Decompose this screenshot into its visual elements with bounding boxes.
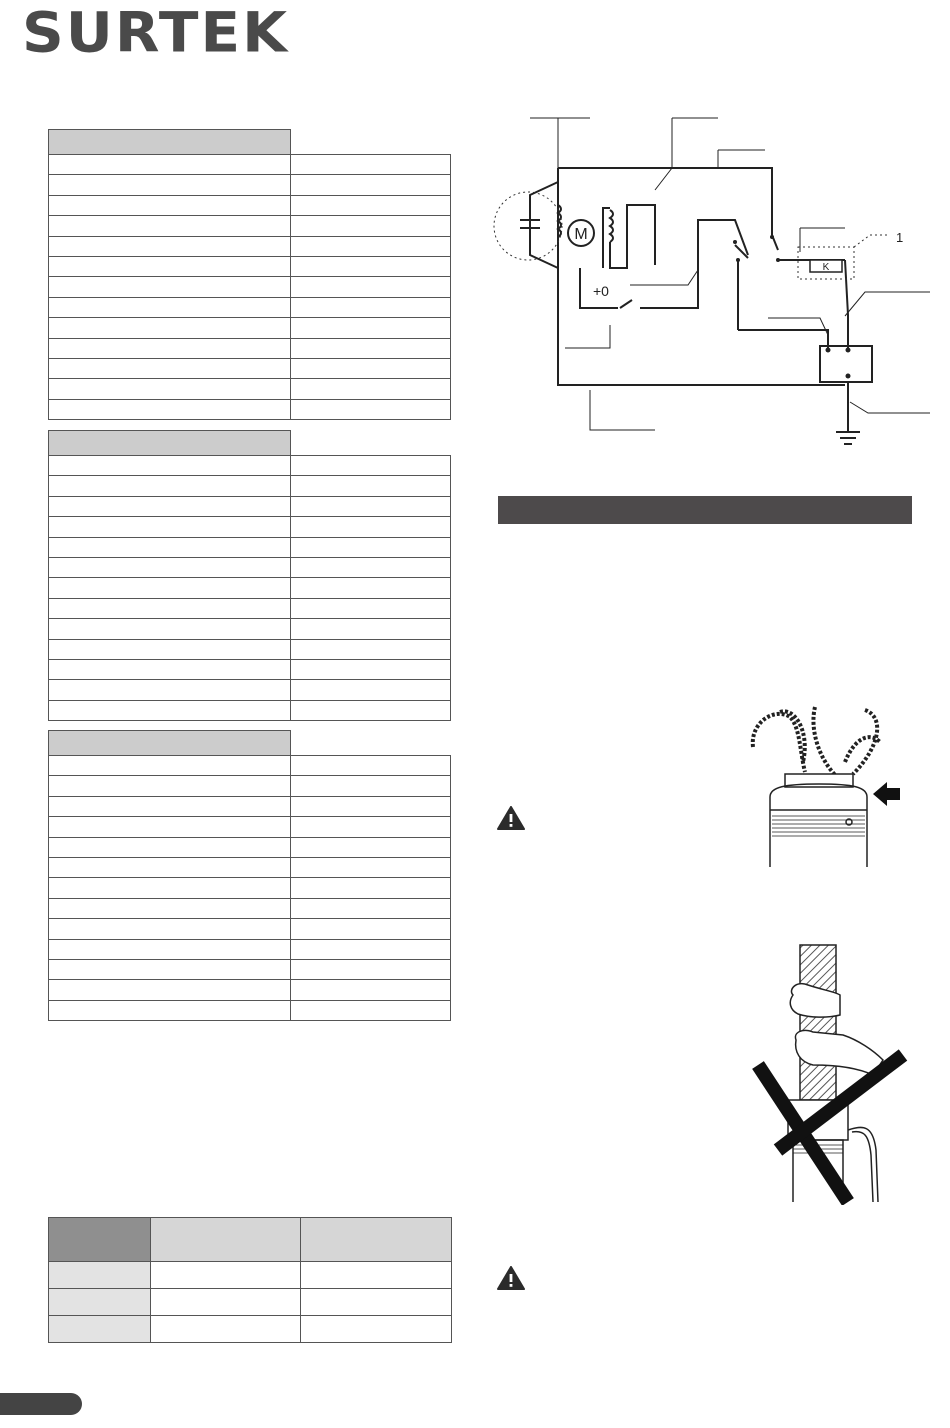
table-row — [49, 358, 451, 378]
table-row — [49, 659, 451, 679]
table-row — [49, 980, 451, 1000]
brand-logo: SURTEK — [22, 0, 290, 65]
table-row — [49, 898, 451, 918]
table-row — [49, 297, 451, 317]
svg-text:K: K — [822, 262, 830, 273]
table-row — [49, 959, 451, 979]
spec-table-2 — [48, 430, 451, 721]
table-row — [49, 496, 451, 516]
table-header-row — [49, 731, 451, 756]
table-row — [49, 578, 451, 598]
table-row — [49, 517, 451, 537]
table-row — [49, 776, 451, 796]
table-row — [49, 1316, 452, 1343]
table-row — [49, 619, 451, 639]
table-row — [49, 939, 451, 959]
table-row — [49, 175, 451, 195]
table-row — [49, 216, 451, 236]
table-row — [49, 318, 451, 338]
table-row — [49, 796, 451, 816]
wiring-diagram — [490, 110, 935, 460]
table-row — [49, 700, 451, 720]
spec-table-3 — [48, 730, 451, 1021]
table-row — [49, 1289, 452, 1316]
pump-rope-illustration — [745, 702, 925, 872]
section-header-bar — [498, 496, 912, 524]
table-row — [49, 277, 451, 297]
table-row — [49, 476, 451, 496]
table-row — [49, 155, 451, 175]
table-header-row — [49, 1218, 452, 1262]
motor-label: M — [574, 226, 588, 243]
table-header-row — [49, 130, 451, 155]
table-row — [49, 756, 451, 776]
page-number-tab — [0, 1393, 82, 1415]
table-row — [49, 195, 451, 215]
table-row — [49, 338, 451, 358]
table-row — [49, 456, 451, 476]
table-row — [49, 639, 451, 659]
table-row — [49, 557, 451, 577]
pipe-lifting-prohibited-illustration — [748, 940, 913, 1205]
table-row — [49, 598, 451, 618]
table-row — [49, 379, 451, 399]
switch-label: +0 — [593, 283, 609, 299]
table-row — [49, 817, 451, 837]
table-row — [49, 919, 451, 939]
warning-triangle-icon — [497, 1266, 525, 1290]
table-row — [49, 857, 451, 877]
bottom-table — [48, 1217, 452, 1343]
warning-triangle-icon — [497, 806, 525, 830]
spec-table-1 — [48, 129, 451, 420]
table-row — [49, 1000, 451, 1020]
table-header-row — [49, 431, 451, 456]
protector-label: 1 — [896, 230, 904, 245]
table-row — [49, 680, 451, 700]
table-row — [49, 537, 451, 557]
table-row — [49, 256, 451, 276]
table-row — [49, 878, 451, 898]
table-row — [49, 1262, 452, 1289]
table-row — [49, 236, 451, 256]
table-row — [49, 837, 451, 857]
table-row — [49, 399, 451, 419]
